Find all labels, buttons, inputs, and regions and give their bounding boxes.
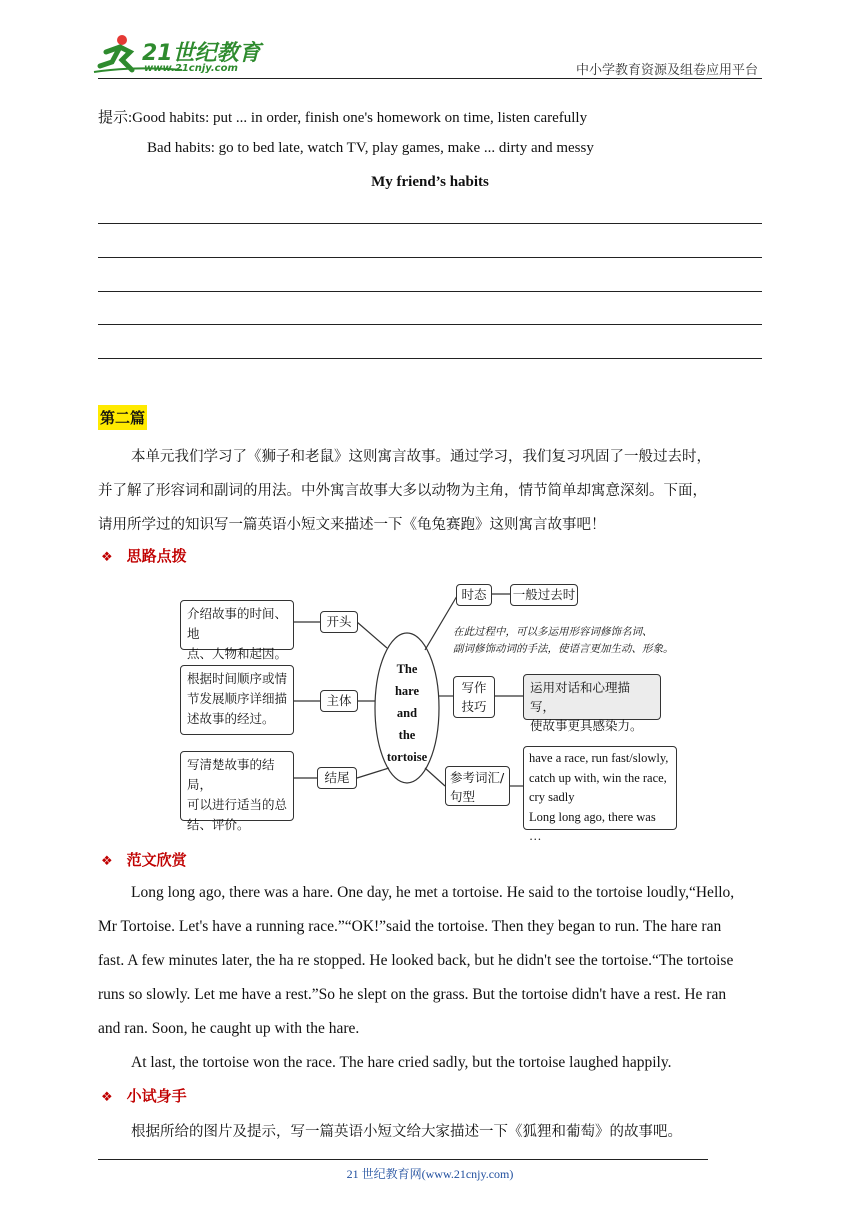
sample-line: runs so slowly. Let me have a rest.”So he slept on the grass. But the tortoise didn't have a rest. He ran xyxy=(98,986,727,1003)
sample-line: fast. A few minutes later, the ha re stopped. He looked back, but he didn't see the tortoise.“The tortoise xyxy=(98,952,734,969)
diamond-icon: ❖ xyxy=(101,1090,113,1105)
mindmap-note: 在此过程中，可以多运用形容词修饰名词、 副词修饰动词的手法，使语言更加生动、形象。 xyxy=(453,626,674,655)
mindmap-label-body: 主体 xyxy=(320,690,358,712)
diamond-icon: ❖ xyxy=(101,854,113,869)
sample-line: Mr Tortoise. Let's have a running race.”“OK!”said the tortoise. Then they began to run. The hare ran xyxy=(98,918,722,935)
logo-url: www.21cnjy.com xyxy=(144,63,238,74)
heading-try: ❖ 小试身手 xyxy=(101,1087,187,1105)
sample-essay xyxy=(98,876,762,1080)
mindmap-vocab-value: have a race, run fast/slowly, catch up with, win the race, cry sadly Long long ago, there was … xyxy=(523,746,677,830)
writing-line xyxy=(98,257,762,258)
sample-line: At last, the tortoise won the race. The hare cried sadly, but the tortoise laughed happily. xyxy=(131,1054,672,1071)
mindmap-label-vocab: 参考词汇/ 句型 xyxy=(445,766,510,806)
mindmap-body-desc: 根据时间顺序或情 节发展顺序详细描 述故事的经过。 xyxy=(180,665,294,735)
mindmap-label-tense: 时态 xyxy=(456,584,492,606)
mindmap-begin-desc: 介绍故事的时间、地 点、人物和起因。 xyxy=(180,600,294,650)
section-badge: 第二篇 xyxy=(98,405,147,430)
site-logo xyxy=(92,30,262,80)
footer-text: 21 世纪教育网(www.21cnjy.com) xyxy=(346,1167,514,1181)
tip-good-habits: 提示:Good habits: put ... in order, finish one's homework on time, listen carefully xyxy=(98,110,588,126)
mindmap-end-desc: 写清楚故事的结局， 可以进行适当的总 结、评价。 xyxy=(180,751,294,821)
intro-line-1: 本单元我们学习了《狮子和老鼠》这则寓言故事。通过学习，我们复习巩固了一般过去时， xyxy=(131,449,711,465)
heading-ideas: ❖ 思路点拨 xyxy=(101,547,187,565)
mind-map xyxy=(175,578,685,843)
heading-sample: ❖ 范文欣赏 xyxy=(101,851,187,869)
diamond-icon: ❖ xyxy=(101,550,113,565)
writing-line xyxy=(98,358,762,359)
mindmap-label-begin: 开头 xyxy=(320,611,358,633)
writing-line xyxy=(98,223,762,224)
mindmap-label-end: 结尾 xyxy=(317,767,357,789)
writing-line xyxy=(98,291,762,292)
writing-title: My friend’s habits xyxy=(371,174,489,190)
intro-line-3: 请用所学过的知识写一篇英语小短文来描述一下《龟兔赛跑》这则寓言故事吧！ xyxy=(98,517,606,533)
mindmap-tense-value: 一般过去时 xyxy=(510,584,578,606)
footer-divider xyxy=(98,1159,708,1160)
header-divider xyxy=(98,78,762,79)
platform-name: 中小学教育资源及组卷应用平台 xyxy=(575,63,758,78)
sample-line: and ran. Soon, he caught up with the hare. xyxy=(98,1020,360,1037)
logo-text: 21世纪教育 xyxy=(142,41,261,66)
mind-map-center: The hare and the tortoise xyxy=(386,662,428,764)
mindmap-label-skill: 写作 技巧 xyxy=(453,676,495,718)
task-instruction: 根据所给的图片及提示，写一篇英语小短文给大家描述一下《狐狸和葡萄》的故事吧。 xyxy=(131,1124,682,1140)
intro-line-2: 并了解了形容词和副词的用法。中外寓言故事大多以动物为主角，情节简单却寓意深刻。下面， xyxy=(98,483,707,499)
mindmap-skill-value: 运用对话和心理描写， 使故事更具感染力。 xyxy=(523,674,661,720)
writing-line xyxy=(98,324,762,325)
tip-bad-habits: Bad habits: go to bed late, watch TV, play games, make ... dirty and messy xyxy=(147,140,594,156)
sample-line: Long long ago, there was a hare. One day, he met a tortoise. He said to the tortoise loudly,“Hello, xyxy=(131,884,735,901)
